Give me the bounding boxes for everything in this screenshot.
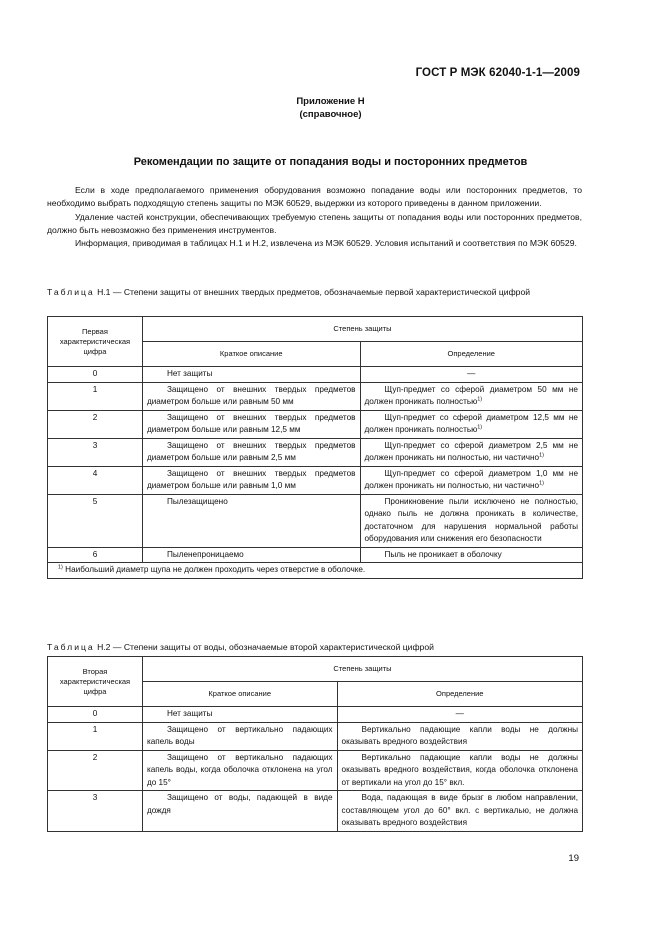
table2-header-digit: Вторая характеристическая цифра	[48, 657, 143, 707]
table1-header-short: Краткое описание	[142, 342, 360, 367]
table-row	[48, 410, 583, 438]
table-cell-def	[360, 382, 583, 410]
table-cell-digit: 2	[48, 750, 143, 791]
paragraph: Удаление частей конструкции, обеспечивающих требуемую степень защиты от попадания воды или посторонних предметов, должно быть невозможно без применения инструментов.	[47, 211, 582, 235]
table-row	[48, 547, 583, 563]
table-cell-digit: 5	[48, 494, 143, 547]
def-text: Щуп-предмет со сферой диаметром 1,0 мм не должен проникать ни полностью, ни частично	[364, 468, 578, 490]
table-cell-short: Защищено от вертикально падающих капель воды	[142, 722, 337, 750]
body-text	[47, 184, 582, 250]
table-cell-digit: 3	[48, 791, 143, 832]
table-row	[48, 722, 583, 750]
table-cell-def: Вертикально падающие капли воды не должны оказывать вредного воздействия, когда оболочка отклонена от вертикали на угол до 15° вкл.	[337, 750, 582, 791]
table-cell-def: Проникновение пыли исключено не полностью, однако пыль не должна проникать в количестве, достаточном для нарушения нормальной работы оборудования или снижения его безопасности	[360, 494, 583, 547]
table1-header-def: Определение	[360, 342, 583, 367]
table-cell-digit: 1	[48, 722, 143, 750]
table-cell-short: Защищено от внешних твердых предметов диаметром больше или равным 12,5 мм	[142, 410, 360, 438]
page-number: 19	[568, 853, 579, 864]
def-text: Щуп-предмет со сферой диаметром 50 мм не должен проникать полностью	[364, 384, 578, 406]
table-cell-short: Защищено от внешних твердых предметов диаметром больше или равным 50 мм	[142, 382, 360, 410]
footnote-text: Наибольший диаметр щупа не должен проходить через отверстие в оболочке.	[62, 565, 366, 574]
table2-header-def: Определение	[337, 682, 582, 707]
table-cell-short: Пылезащищено	[142, 494, 360, 547]
table-cell-def: Пыль не проникает в оболочку	[360, 547, 583, 563]
table-cell-def: —	[360, 367, 583, 383]
paragraph: Информация, приводимая в таблицах Н.1 и Н.2, извлечена из МЭК 60529. Условия испытаний и соответствия по МЭК 60529.	[75, 238, 577, 249]
paragraph: Если в ходе предполагаемого применения оборудования возможно попадание воды или посторонних предметов, то необходимо выбрать подходящую степень защиты по МЭК 60529, выдержки из которого приведены в данном приложении.	[47, 185, 582, 209]
table-row	[48, 367, 583, 383]
table-cell-short: Защищено от внешних твердых предметов диаметром больше или равным 2,5 мм	[142, 438, 360, 466]
def-text: Щуп-предмет со сферой диаметром 12,5 мм не должен проникать полностью	[364, 412, 578, 434]
table-cell-digit: 1	[48, 382, 143, 410]
def-text: Щуп-предмет со сферой диаметром 2,5 мм не должен проникать ни полностью, ни частично	[364, 440, 578, 462]
annex-subtitle: (справочное)	[299, 109, 362, 120]
table1-header-digit: Первая характеристическая цифра	[48, 317, 143, 367]
table1-caption	[47, 286, 584, 299]
table-cell-def: Вода, падающая в виде брызг в любом направлении, составляющем угол до 60° вкл. с вертикалью, не должна оказывать вредного воздействия	[337, 791, 582, 832]
annex-header	[0, 95, 661, 121]
table-row	[48, 466, 583, 494]
table-cell-digit: 0	[48, 367, 143, 383]
table2-caption-text: Н.2 — Степени защиты от воды, обозначаемые второй характеристической цифрой	[94, 642, 434, 652]
table1-caption-label: Таблица	[47, 287, 95, 297]
table-cell-digit: 0	[48, 707, 143, 723]
table-row	[48, 494, 583, 547]
footnote-ref: 1)	[477, 424, 483, 431]
table-row	[48, 438, 583, 466]
table1-caption-text: Н.1 — Степени защиты от внешних твердых предметов, обозначаемые первой характеристической цифрой	[94, 287, 531, 297]
footnote-ref: 1)	[477, 396, 483, 403]
table-cell-def: —	[337, 707, 582, 723]
table2-caption	[47, 641, 584, 654]
table-cell-short: Защищено от внешних твердых предметов диаметром больше или равным 1,0 мм	[142, 466, 360, 494]
table2-caption-label: Таблица	[47, 642, 95, 652]
table-cell-short: Защищено от воды, падающей в виде дождя	[142, 791, 337, 832]
table-cell-digit: 4	[48, 466, 143, 494]
table2	[47, 656, 583, 832]
section-heading: Рекомендации по защите от попадания воды и посторонних предметов	[133, 156, 528, 168]
table-row	[48, 750, 583, 791]
table-cell-def: Вертикально падающие капли воды не должны оказывать вредного воздействия	[337, 722, 582, 750]
table-cell-short: Пыленепроницаемо	[142, 547, 360, 563]
table1-footnote	[48, 563, 583, 579]
document-code: ГОСТ Р МЭК 62040-1-1—2009	[415, 67, 580, 79]
table-row	[48, 382, 583, 410]
table-cell-short: Защищено от вертикально падающих капель воды, когда оболочка отклонена на угол до 15°	[142, 750, 337, 791]
table-cell-short: Нет защиты	[142, 367, 360, 383]
table1-header-group: Степень защиты	[142, 317, 582, 342]
table-cell-digit: 6	[48, 547, 143, 563]
table-cell-def	[360, 466, 583, 494]
table-cell-digit: 3	[48, 438, 143, 466]
annex-title: Приложение Н	[296, 96, 365, 107]
table-cell-short: Нет защиты	[142, 707, 337, 723]
table-cell-def	[360, 410, 583, 438]
footnote-ref: 1)	[539, 452, 544, 459]
table-cell-digit: 2	[48, 410, 143, 438]
table-footnote-row	[48, 563, 583, 579]
table-row	[48, 707, 583, 723]
table2-header-short: Краткое описание	[142, 682, 337, 707]
table-cell-def	[360, 438, 583, 466]
table1	[47, 316, 583, 579]
table2-header-group: Степень защиты	[142, 657, 582, 682]
table-row	[48, 791, 583, 832]
footnote-ref: 1)	[539, 480, 544, 487]
footnote-mark: 1)	[58, 564, 63, 571]
